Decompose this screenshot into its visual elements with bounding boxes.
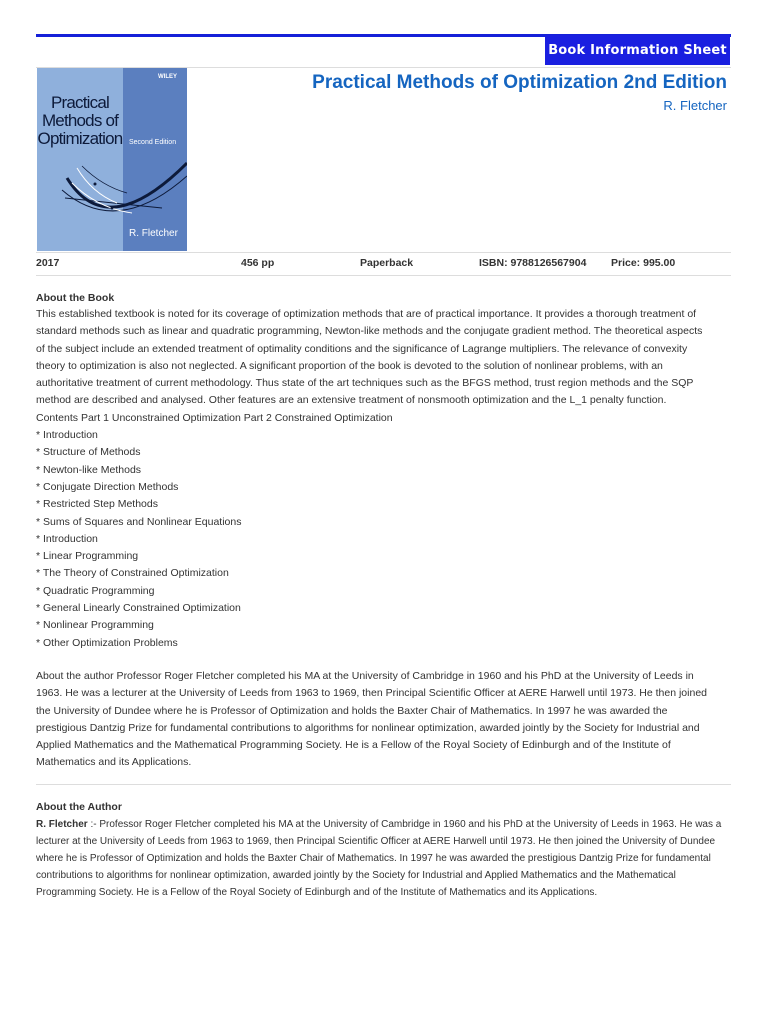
page-count: 456 pp [241,257,275,269]
binding-type: Paperback [360,257,414,269]
author-name-label: R. Fletcher [36,819,88,830]
cover-publisher: WILEY [158,74,177,80]
cover-title: Practical Methods of Optimization [37,93,123,148]
isbn: ISBN: 9788126567904 [479,257,587,269]
list-item: * Nonlinear Programming [36,619,154,632]
cover-author: R. Fletcher [129,228,178,239]
list-item: * Restricted Step Methods [36,498,158,511]
list-item: * Newton-like Methods [36,463,142,476]
about-author-heading: About the Author [36,801,122,813]
meta-bottom-divider [36,275,731,276]
list-item: * Conjugate Direction Methods [36,480,179,493]
cover-edition: Second Edition [129,139,177,146]
price: Price: 995.00 [611,257,676,269]
list-item: * Other Optimization Problems [36,636,178,649]
about-book-author-paragraph: About the author Professor Roger Fletcher completed his MA at the University of Cambridge in 1960 and his PhD at the University of Leeds in 1963. He was a lecturer at the University of Leeds from 1963 to 1969, then Principal Scientific Officer at AERE Harwell until 1973. He then joined the University of Dundee where he is Professor of Optimization and holds the Baxter Chair of Mathematics. In 1997 he was awarded the prestigious Dantzig Prize for fundamental contributions to algorithms for nonlinear optimization, awarded jointly by the Society for Industrial and Applied Mathematics and the Mathematical Programming Society. He is a Fellow of the Royal Society of Edinburgh and of the Institute of Mathematics and its Applications. [36,670,708,769]
list-item: * Quadratic Programming [36,584,155,597]
list-item: * The Theory of Constrained Optimization [36,567,229,580]
about-author-text: R. Fletcher :- Professor Roger Fletcher completed his MA at the University of Cambridge in 1960 and his PhD at the University of Leeds in 1963. He was a lecturer at the University of Leeds from 1963 to 1969, then Principal Scientific Officer at AERE Harwell until 1973. He then joined the University of Dundee where he is Professor of Optimization and holds the Baxter Chair of Mathematics. In 1997 he was awarded the prestigious Dantzig Prize for fundamental contributions to algorithms for nonlinear optimization, awarded jointly by the Society for Industrial and Applied Mathematics and the Mathematical Programming Society. He is a Fellow of the Royal Society of Edinburgh and of the Institute of Mathematics and its Applications. [36,819,722,899]
list-item: * Linear Programming [36,550,139,563]
list-item: * Structure of Methods [36,446,141,459]
about-book-heading: About the Book [36,292,115,304]
list-item: * Introduction [36,532,98,545]
book-cover-image [37,68,187,251]
meta-top-divider [36,252,731,253]
book-author: R. Fletcher [663,98,727,113]
author-section-divider [36,784,731,785]
list-item: * Introduction [36,429,98,442]
publication-year: 2017 [36,257,60,269]
book-title: Practical Methods of Optimization 2nd Edition [312,72,727,93]
list-item: * General Linearly Constrained Optimization [36,602,241,615]
about-book-text: This established textbook is noted for its coverage of optimization methods that are of practical importance. It provides a thorough treatment of standard methods such as linear and quadratic programming, Newton-like methods and the conjugate gradient method. The theoretical aspects of the subject include an extended treatment of optimality conditions and the significance of Lagrange multipliers. The relevance of convexity theory to optimization is also not neglected. A significant proportion of the book is devoted to the solution of nonlinear problems, with an authoritative treatment of current methodology. Thus state of the art techniques such as the BFGS method, trust region methods and the SQP method are described and analysed. Other features are an extensive treatment of nonsmooth optimization and the L_1 penalty function. Contents Part 1 Unconstrained Optimization Part 2 Constrained Optimization * Introduction * Structure of Methods * Newton-like Methods * Conjugate Direction Methods * Restricted Step Methods * Sums of Squares and Nonlinear Equations * Introduction * Linear Programming * The Theory of Constrained Optimization * Quadratic Programming * General Linearly Constrained Optimization * Nonlinear Programming * Other Optimization Problems [36,306,731,652]
book-information-sheet-badge: Book Information Sheet [545,35,730,65]
list-item: * Sums of Squares and Nonlinear Equations [36,515,242,528]
